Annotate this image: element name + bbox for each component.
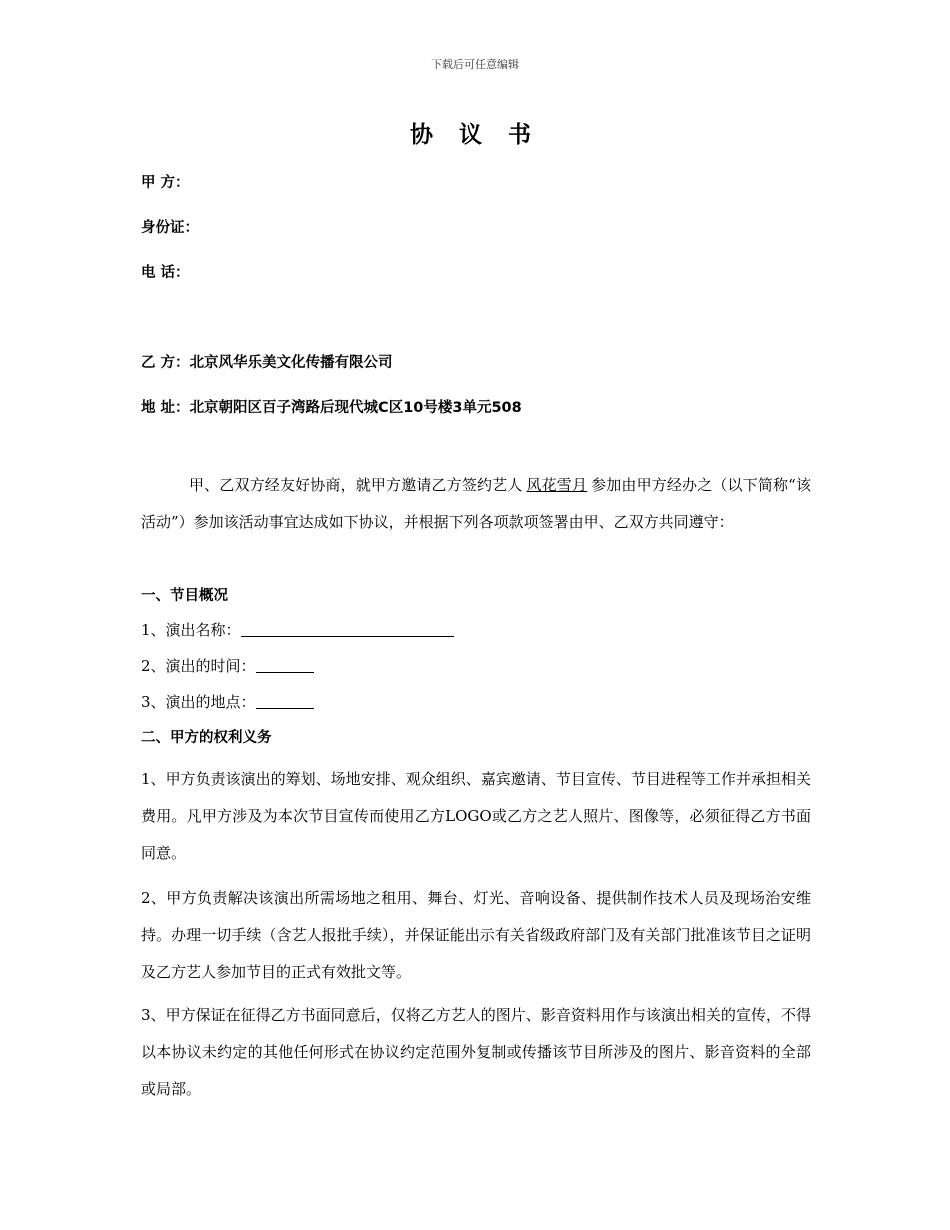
address-value: 北京朝阳区百子湾路后现代城C区10号楼3单元508	[189, 400, 522, 416]
show-time-blank	[256, 658, 314, 673]
show-name-blank	[241, 622, 454, 637]
party-b-line	[141, 351, 393, 372]
section1-heading: 一、节目概况	[141, 588, 228, 604]
item-show-time	[141, 655, 314, 676]
phone-label: 电 话：	[141, 265, 190, 281]
artist-name: 风花雪月	[526, 476, 588, 494]
clause-1: 1、甲方负责该演出的筹划、场地安排、观众组织、嘉宾邀请、节目宣传、节目进程等工作并承担相关费用。凡甲方涉及为本次节目宣传而使用乙方LOGO或乙方之艺人照片、图像等，必须征得乙方书面同意。	[141, 770, 811, 862]
show-name-label: 1、演出名称：	[141, 621, 241, 639]
show-venue-label: 3、演出的地点：	[141, 693, 256, 711]
id-card-label: 身份证：	[141, 220, 199, 236]
intro-paragraph	[141, 467, 811, 541]
item-show-venue	[141, 691, 314, 712]
header-note: 下载后可任意编辑	[431, 58, 519, 71]
address-label: 地 址：	[141, 400, 190, 416]
clause-3: 3、甲方保证在征得乙方书面同意后，仅将乙方艺人的图片、影音资料用作与该演出相关的宣传，不得以本协议未约定的其他任何形式在协议约定范围外复制或传播该节目所涉及的图片、影音资料的全部或局部。	[141, 1006, 811, 1098]
party-a-label: 甲 方：	[141, 175, 190, 191]
intro-before: 甲、乙双方经友好协商，就甲方邀请乙方签约艺人	[189, 476, 523, 494]
clause-2: 2、甲方负责解决该演出所需场地之租用、舞台、灯光、音响设备、提供制作技术人员及现场治安维持。办理一切手续（含艺人报批手续），并保证能出示有关省级政府部门及有关部门批准该节目之证明及乙方艺人参加节目的正式有效批文等。	[141, 889, 811, 981]
id-card-line	[141, 216, 199, 237]
section2-heading: 二、甲方的权利义务	[141, 730, 272, 746]
show-time-label: 2、演出的时间：	[141, 657, 256, 675]
party-b-label: 乙 方：	[141, 355, 190, 371]
show-venue-blank	[256, 694, 314, 709]
party-b-name: 北京风华乐美文化传播有限公司	[189, 355, 393, 371]
phone-line	[141, 261, 190, 282]
address-line	[141, 396, 522, 417]
item-show-name	[141, 619, 454, 640]
party-a-line	[141, 171, 190, 192]
document-title: 协 议 书	[409, 122, 540, 148]
intro-after: 参加由甲方经办之（以下简称“该活动”）参加该活动事宜达成如下协议，并根据下列各项款项签署由甲、乙双方共同遵守：	[141, 476, 811, 531]
